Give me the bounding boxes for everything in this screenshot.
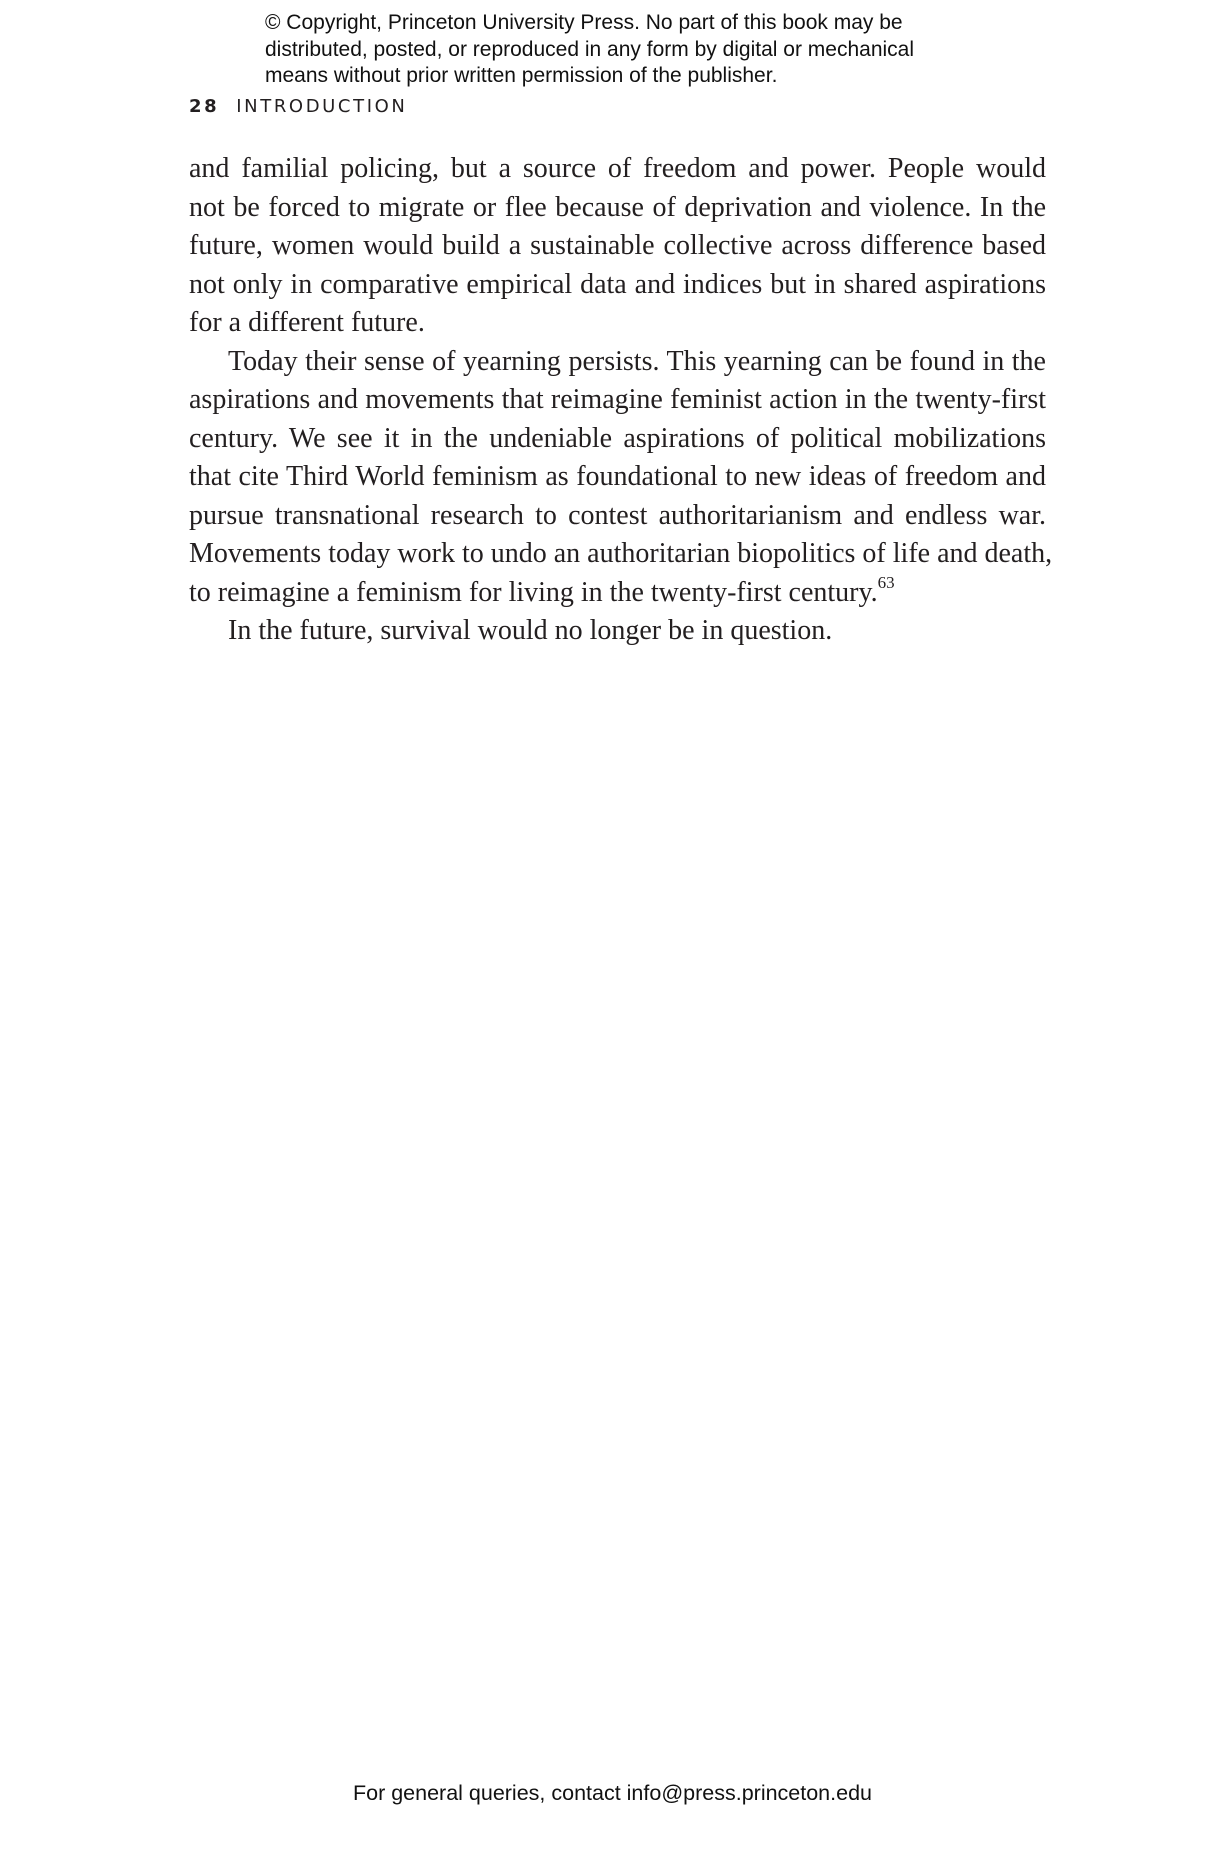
- text-line: for a different future.: [189, 307, 425, 338]
- text-line: Today their sense of yearning persists. This yearning can be found in the: [228, 345, 1046, 377]
- text-line: In the future, survival would no longer be in question.: [228, 615, 833, 646]
- text-line: future, women would build a sustainable collective across difference based: [189, 230, 1046, 261]
- section-title: INTRODUCTION: [236, 96, 408, 117]
- text-line: century. We see it in the undeniable aspirations of political mobilizations: [189, 422, 1046, 454]
- paragraph-3: [189, 612, 1046, 651]
- text-line-with-footnote: [189, 574, 1046, 613]
- text-line: to reimagine a feminism for living in the twenty-first century.: [189, 576, 878, 608]
- copyright-line: means without prior written permission of the publisher.: [265, 64, 778, 87]
- text-line: and familial policing, but a source of freedom and power. People would: [189, 153, 1046, 184]
- text-line: pursue transnational research to contest authoritarianism and endless war.: [189, 499, 1046, 531]
- page-number: 28: [189, 96, 220, 117]
- text-line: Movements today work to undo an authoritarian biopolitics of life and death,: [189, 538, 1053, 569]
- paragraph-1: [189, 150, 1046, 343]
- footnote-marker[interactable]: 63: [877, 573, 895, 593]
- text-line: not only in comparative empirical data and indices but in shared aspirations: [189, 268, 1046, 300]
- body-text: [189, 150, 1053, 651]
- footer-contact: For general queries, contact info@press.princeton.edu: [352, 1781, 872, 1805]
- paragraph-2: [189, 343, 1053, 613]
- copyright-line: © Copyright, Princeton University Press. No part of this book may be: [265, 11, 903, 34]
- running-head: [189, 96, 407, 117]
- copyright-line: distributed, posted, or reproduced in any form by digital or mechanical: [265, 37, 915, 61]
- text-line: that cite Third World feminism as foundational to new ideas of freedom and: [189, 461, 1046, 492]
- text-line: aspirations and movements that reimagine feminist action in the twenty-first: [189, 384, 1046, 415]
- copyright-notice: [265, 10, 1025, 90]
- text-line: not be forced to migrate or flee because of deprivation and violence. In the: [189, 191, 1046, 223]
